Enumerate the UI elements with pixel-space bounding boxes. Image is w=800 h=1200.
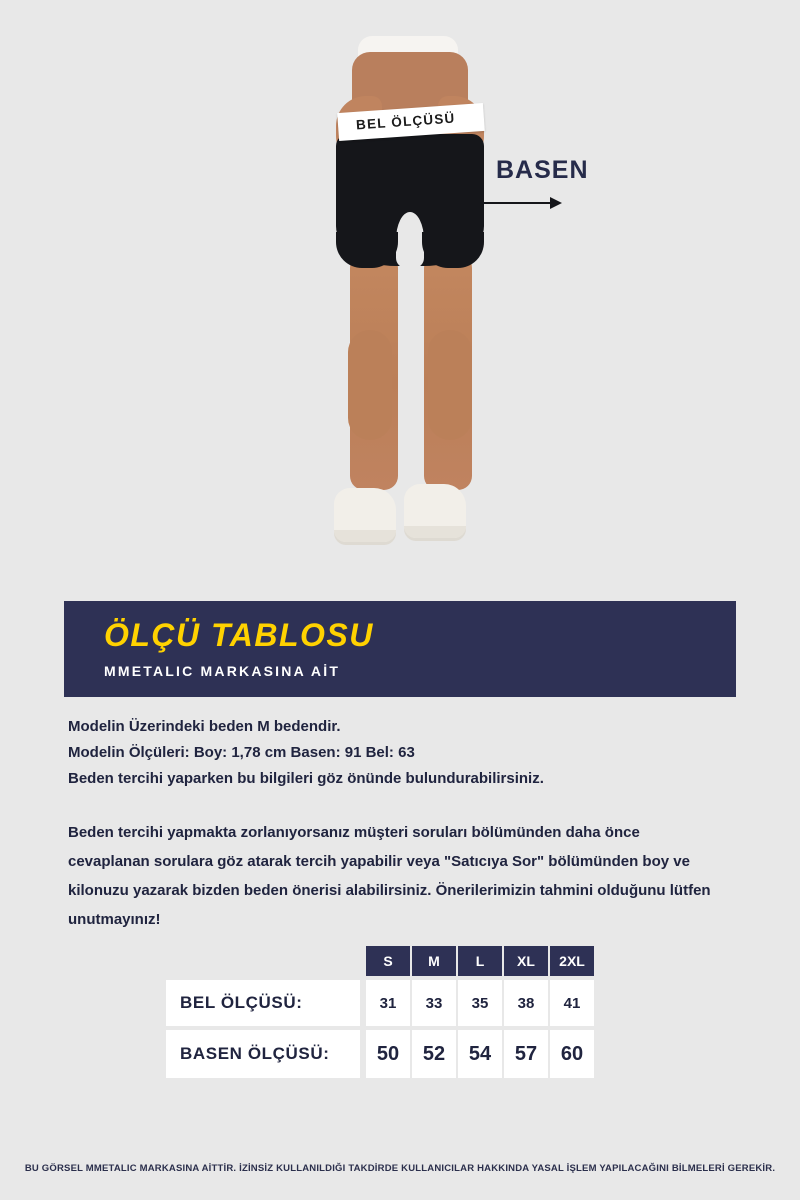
hip-callout-label: BASEN bbox=[496, 156, 589, 184]
size-header-l: L bbox=[458, 946, 502, 976]
brand-subtitle: MMETALIC MARKASINA AİT bbox=[104, 663, 341, 679]
size-header-s: S bbox=[366, 946, 410, 976]
waist-value-xl: 38 bbox=[504, 980, 548, 1026]
hip-value-2xl: 60 bbox=[550, 1030, 594, 1078]
hip-value-s: 50 bbox=[366, 1030, 410, 1078]
hip-value-m: 52 bbox=[412, 1030, 456, 1078]
product-photo bbox=[0, 0, 800, 596]
waist-tape-label: BEL ÖLÇÜSÜ bbox=[355, 110, 456, 133]
model-calf-right bbox=[428, 330, 472, 440]
info-line-2: Modelin Ölçüleri: Boy: 1,78 cm Basen: 91 Bel: 63 bbox=[68, 744, 415, 761]
waist-value-s: 31 bbox=[366, 980, 410, 1026]
size-table-header-row bbox=[166, 944, 596, 976]
waist-value-l: 35 bbox=[458, 980, 502, 1026]
waist-value-2xl: 41 bbox=[550, 980, 594, 1026]
model-shoe-right bbox=[404, 484, 466, 538]
hip-value-l: 54 bbox=[458, 1030, 502, 1078]
waist-value-m: 33 bbox=[412, 980, 456, 1026]
table-row bbox=[166, 980, 596, 1026]
page-title: ÖLÇÜ TABLOSU bbox=[104, 617, 374, 653]
info-text-block bbox=[68, 714, 718, 934]
size-header-m: M bbox=[412, 946, 456, 976]
info-line-3: Beden tercihi yaparken bu bilgileri göz önünde bulundurabilirsiniz. bbox=[68, 770, 544, 787]
info-line-1: Modelin Üzerindeki beden M bedendir. bbox=[68, 718, 341, 735]
row-label-hip: BASEN ÖLÇÜSÜ: bbox=[166, 1030, 360, 1078]
row-label-waist: BEL ÖLÇÜSÜ: bbox=[166, 980, 360, 1026]
size-header-xl: XL bbox=[504, 946, 548, 976]
hip-callout-arrow-icon bbox=[470, 202, 560, 204]
model-calf-left bbox=[348, 330, 392, 440]
size-header-2xl: 2XL bbox=[550, 946, 594, 976]
shorts-hem-right bbox=[422, 232, 484, 268]
info-paragraph-2: Beden tercihi yapmakta zorlanıyorsanız müşteri soruları bölümünden daha önce cevaplanan sorulara göz atarak tercih yapabilir veya "Satıcıya Sor" bölümünden boy ve kilonuzu yazarak bizden beden önerisi alabilirsiniz. Önerilerimizin tahmini olduğunu lütfen unutmayınız! bbox=[68, 824, 711, 928]
size-chart-header-band bbox=[64, 601, 736, 697]
size-table bbox=[166, 944, 596, 1078]
table-row bbox=[166, 1030, 596, 1078]
model-illustration bbox=[0, 0, 800, 596]
model-shoe-left bbox=[334, 488, 396, 542]
legal-footer: BU GÖRSEL MMETALIC MARKASINA AİTTİR. İZİNSİZ KULLANILDIĞI TAKDİRDE KULLANICILAR HAKKINDA YASAL İŞLEM YAPILACAĞINI BİLMELERİ GEREKİR. bbox=[24, 1163, 776, 1174]
hip-value-xl: 57 bbox=[504, 1030, 548, 1078]
